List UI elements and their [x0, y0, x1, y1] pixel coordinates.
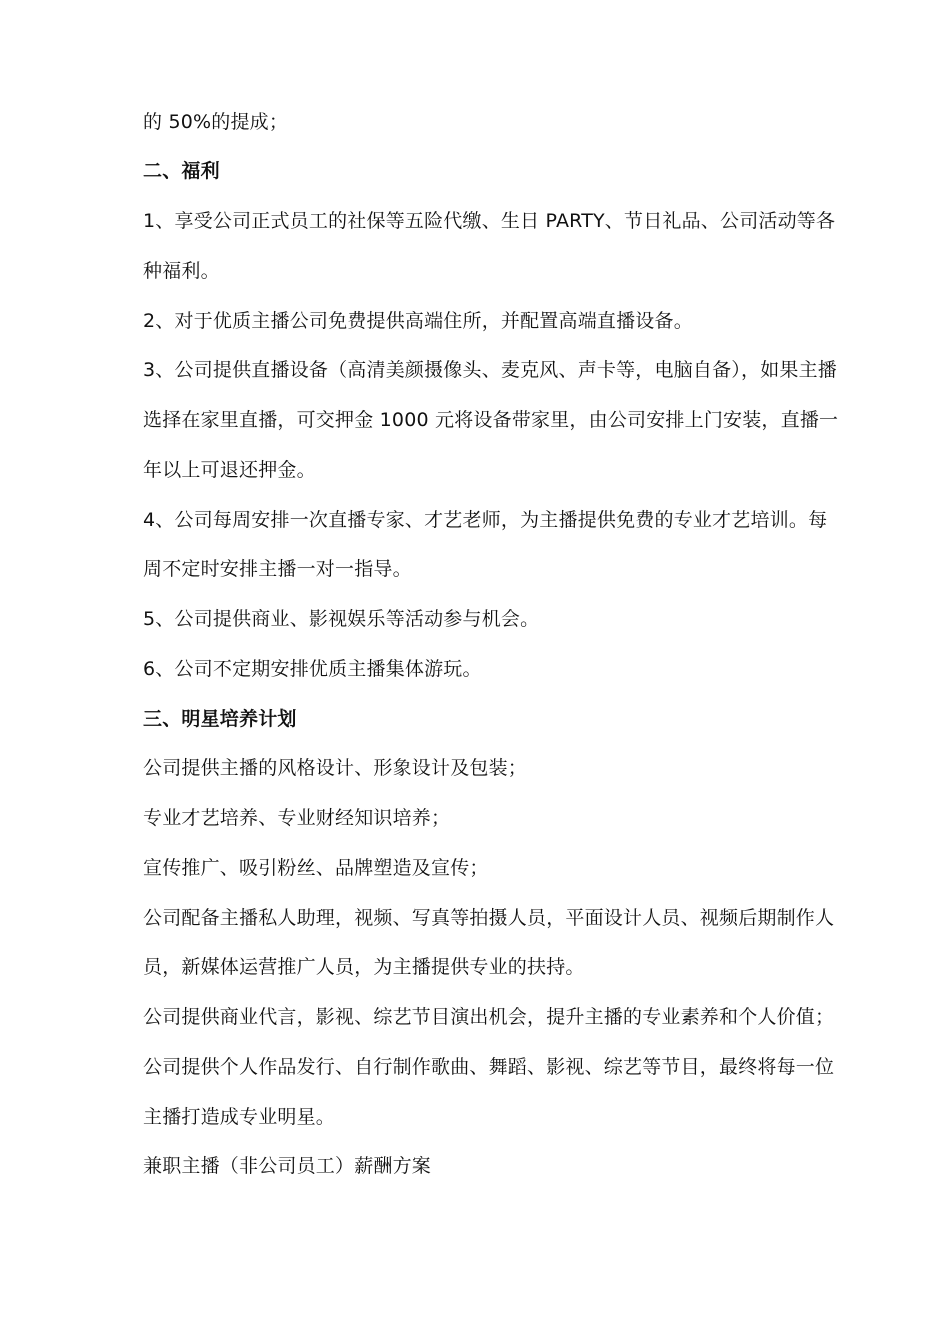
section-heading-star-plan: 三、明星培养计划	[143, 708, 297, 730]
text-line: 种福利。	[143, 260, 220, 282]
text-line: 员，新媒体运营推广人员，为主播提供专业的扶持。	[143, 956, 585, 978]
text-line: 公司提供商业代言，影视、综艺节目演出机会，提升主播的专业素养和个人价值；	[143, 1006, 835, 1028]
text-line: 专业才艺培养、专业财经知识培养；	[143, 807, 451, 829]
text-line: 公司提供主播的风格设计、形象设计及包装；	[143, 757, 528, 779]
text-line: 的 50%的提成；	[143, 111, 289, 133]
text-line: 4、公司每周安排一次直播专家、才艺老师，为主播提供免费的专业才艺培训。每	[143, 509, 828, 531]
text-line: 公司提供个人作品发行、自行制作歌曲、舞蹈、影视、综艺等节目，最终将每一位	[143, 1056, 835, 1078]
text-line: 公司配备主播私人助理，视频、写真等拍摄人员，平面设计人员、视频后期制作人	[143, 907, 835, 929]
text-line: 5、公司提供商业、影视娱乐等活动参与机会。	[143, 608, 540, 630]
text-line: 2、对于优质主播公司免费提供高端住所，并配置高端直播设备。	[143, 310, 693, 332]
text-line: 1、享受公司正式员工的社保等五险代缴、生日 PARTY、节日礼品、公司活动等各	[143, 210, 836, 232]
text-line: 周不定时安排主播一对一指导。	[143, 558, 412, 580]
text-line: 兼职主播（非公司员工）薪酬方案	[143, 1155, 432, 1177]
text-line: 3、公司提供直播设备（高清美颜摄像头、麦克风、声卡等，电脑自备），如果主播	[143, 359, 837, 381]
text-line: 主播打造成专业明星。	[143, 1106, 336, 1128]
text-line: 6、公司不定期安排优质主播集体游玩。	[143, 658, 482, 680]
section-heading-benefits: 二、福利	[143, 160, 220, 182]
text-line: 年以上可退还押金。	[143, 459, 316, 481]
text-line: 选择在家里直播，可交押金 1000 元将设备带家里，由公司安排上门安装，直播一	[143, 409, 839, 431]
text-line: 宣传推广、吸引粉丝、品牌塑造及宣传；	[143, 857, 489, 879]
